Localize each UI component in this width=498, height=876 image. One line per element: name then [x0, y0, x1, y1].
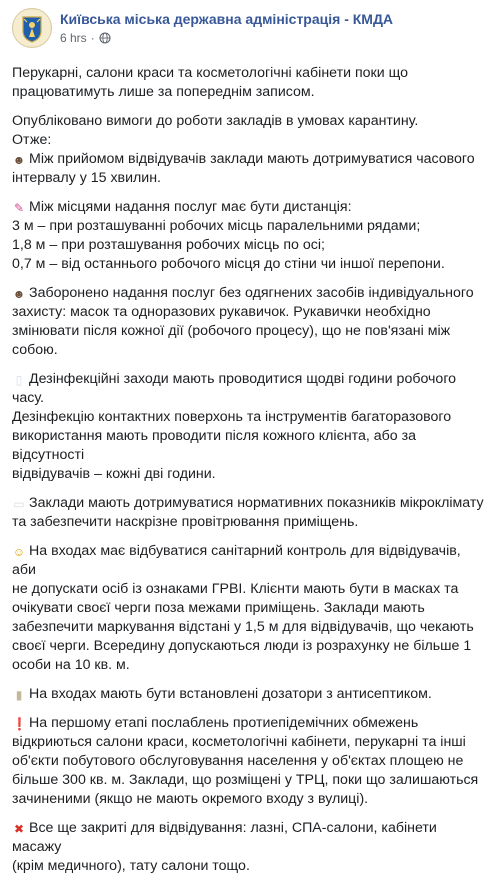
paragraph-line: [12, 714, 486, 733]
paragraph-line: [12, 819, 486, 857]
post-paragraph: [12, 198, 486, 274]
paragraph-line: [12, 150, 486, 169]
separator-dot: ·: [90, 31, 95, 45]
post-paragraph: [12, 819, 486, 876]
woman-hair-icon: ☻: [12, 287, 26, 301]
post-paragraph: [12, 370, 486, 484]
paragraph-line: [12, 752, 486, 771]
line-text: Між прийомом відвідувачів заклади мають дотримуватися часового: [29, 151, 475, 167]
woman-hair-icon: ☻: [12, 153, 26, 167]
line-text: Заклади мають дотримуватися нормативних показників мікроклімату: [29, 495, 484, 511]
line-text: відкриються салони краси, косметологічні кабінети, перукарні та інші: [12, 734, 466, 750]
line-text: Заборонено надання послуг без одягнених засобів індивідуального: [29, 285, 474, 301]
paragraph-line: [12, 857, 486, 876]
globe-icon[interactable]: [99, 32, 111, 44]
post-paragraph: [12, 685, 486, 704]
line-text: своєї черги. Всередину допускаються люди із розрахунку не більше 1: [12, 638, 472, 654]
line-text: На першому етапі послаблень протиепідемічних обмежень: [29, 715, 419, 731]
paragraph-line: [12, 637, 486, 656]
paragraph-line: [12, 255, 486, 274]
paragraph-line: [12, 284, 486, 303]
line-text: Опубліковано вимоги до роботи закладів в умовах карантину.: [12, 113, 419, 129]
line-text: Між місцями надання послуг має бути дистанція:: [29, 199, 352, 215]
paragraph-line: [12, 733, 486, 752]
paragraph-line: [12, 542, 486, 580]
line-text: 0,7 м – від останнього робочого місця до стіни чи іншої перепони.: [12, 256, 445, 272]
post-header: [12, 8, 486, 62]
paragraph-line: [12, 83, 486, 102]
post-paragraph: [12, 494, 486, 532]
paragraph-line: [12, 370, 486, 408]
paragraph-line: [12, 656, 486, 675]
paragraph-line: [12, 341, 486, 360]
line-text: використання мають проводити після кожного клієнта, або за відсутності: [12, 428, 420, 463]
line-text: Все ще закриті для відвідування: лазні, СПА-салони, кабінети масажу: [12, 820, 441, 855]
line-text: На входах мають бути встановлені дозатори з антисептиком.: [29, 686, 432, 702]
blank-icon: ▭: [13, 497, 25, 511]
line-text: відвідувачів – кожні дві години.: [12, 466, 216, 482]
line-text: Дезінфекцію контактних поверхонь та інструментів багаторазового: [12, 409, 452, 425]
line-text: об'єкти побутового обслуговування населення у об'єктах площею не: [12, 753, 464, 769]
nail-polish-icon: ✎: [13, 201, 25, 215]
post-paragraph: [12, 112, 486, 150]
paragraph-line: [12, 580, 486, 599]
post-paragraph: [12, 284, 486, 360]
post-meta: [60, 8, 393, 46]
post-subline: [60, 30, 393, 46]
paragraph-line: [12, 408, 486, 427]
paragraph-line: [12, 790, 486, 809]
line-text: собою.: [12, 342, 58, 358]
smiling-face-icon: ☺: [12, 545, 26, 559]
post-paragraph: [12, 150, 486, 188]
sanitizer-bottle-icon: ▮: [15, 688, 23, 702]
paragraph-line: [12, 685, 486, 704]
paragraph-line: [12, 599, 486, 618]
line-text: Перукарні, салони краси та косметологічні кабінети поки що: [12, 65, 408, 81]
paragraph-line: [12, 465, 486, 484]
paragraph-line: [12, 322, 486, 341]
paragraph-line: [12, 494, 486, 513]
line-text: (крім медичного), тату салони тощо.: [12, 858, 250, 874]
line-text: захисту: масок та одноразових рукавичок. Рукавички необхідно: [12, 304, 431, 320]
paragraph-line: [12, 303, 486, 322]
line-text: 3 м – при розташуванні робочих місць паралельними рядами;: [12, 218, 421, 234]
paragraph-line: [12, 198, 486, 217]
line-text: та забезпечити наскрізне провітрювання приміщень.: [12, 514, 359, 530]
line-text: 1,8 м – при розташування робочих місць по осі;: [12, 237, 325, 253]
line-text: забезпечити маркування відстані у 1,5 м для відвідувачів, що чекають: [12, 619, 474, 635]
line-text: очікувати своєї черги поза межами приміщень. Заклади мають: [12, 600, 425, 616]
city-emblem-icon: [14, 10, 50, 46]
paragraph-line: [12, 236, 486, 255]
paragraph-line: [12, 131, 486, 150]
post-timestamp[interactable]: 6 hrs: [60, 31, 87, 45]
line-text: зачиненими (якщо не мають окремого входу з вулиці).: [12, 791, 369, 807]
exclamation-icon: ❗: [12, 717, 27, 731]
line-text: Отже:: [12, 132, 52, 148]
line-text: інтервалу у 15 хвилин.: [12, 170, 161, 186]
page-avatar[interactable]: [12, 8, 52, 48]
paragraph-line: [12, 618, 486, 637]
paragraph-line: [12, 513, 486, 532]
post-paragraph: [12, 542, 486, 675]
paragraph-line: [12, 427, 486, 465]
line-text: На входах має відбуватися санітарний контроль для відвідувачів, аби: [12, 543, 465, 578]
paragraph-line: [12, 169, 486, 188]
post-paragraph: [12, 714, 486, 809]
line-text: змінювати після кожної дії (робочого процесу), що не пов'язані між: [12, 323, 451, 339]
paragraph-line: [12, 771, 486, 790]
cross-mark-icon: ✖: [13, 822, 25, 836]
post-text: [12, 64, 486, 876]
line-text: працюватимуть лише за попереднім записом.: [12, 84, 315, 100]
paragraph-line: [12, 112, 486, 131]
paragraph-line: [12, 64, 486, 83]
line-text: Дезінфекційні заходи мають проводитися щодві години робочого часу.: [12, 371, 461, 406]
line-text: не допускати осіб із ознаками ГРВІ. Клієнти мають бути в масках та: [12, 581, 459, 597]
blank-icon: ▯: [15, 373, 23, 387]
post-paragraph: [12, 64, 486, 102]
line-text: особи на 10 кв. м.: [12, 657, 130, 673]
line-text: більше 300 кв. м. Заклади, що розміщені у ТРЦ, поки що залишаються: [12, 772, 479, 788]
page-name-link[interactable]: Київська міська державна адміністрація - КМДА: [60, 11, 394, 27]
paragraph-line: [12, 217, 486, 236]
